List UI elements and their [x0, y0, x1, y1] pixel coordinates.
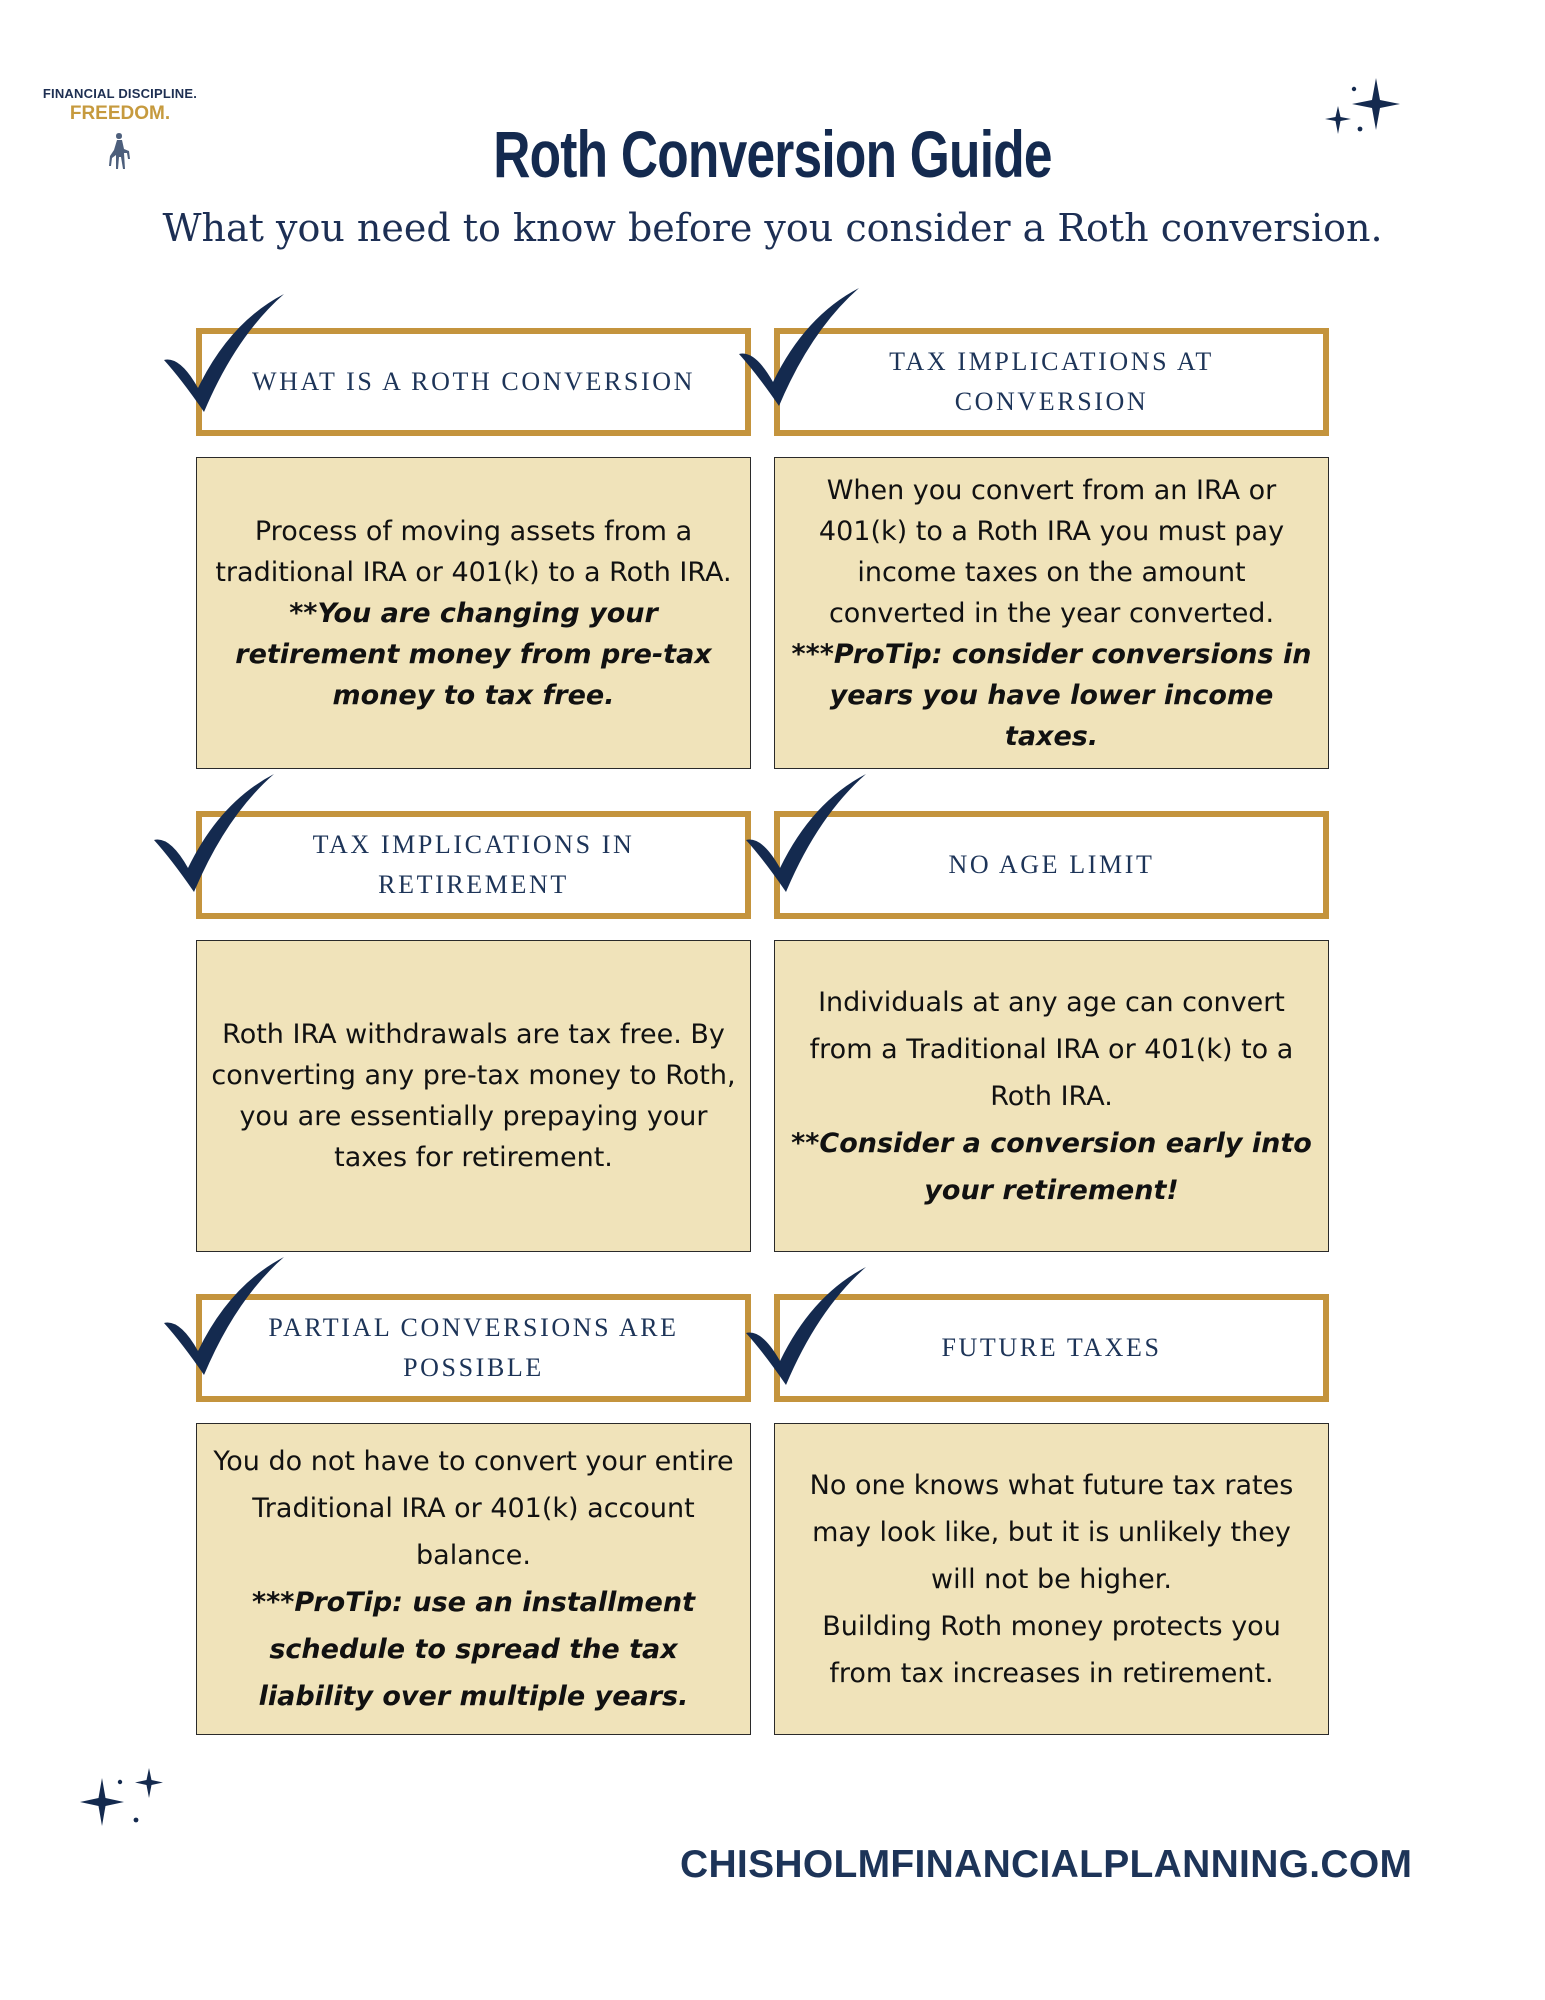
website-url: CHISHOLMFINANCIALPLANNING.COM — [680, 1843, 1413, 1886]
checkmark-icon — [735, 286, 865, 411]
card-body-text: Roth IRA withdrawals are tax free. By converting any pre-tax money to Roth, you are essentially prepaying your taxes for retirement. — [211, 1019, 736, 1173]
horse-rider-icon — [105, 131, 135, 175]
card-body-no-age-limit — [774, 940, 1329, 1252]
card-heading-text: FUTURE TAXES — [941, 1333, 1162, 1362]
checkmark-icon — [160, 1255, 290, 1380]
card-body-tax-in-retirement — [196, 940, 751, 1252]
card-tip-text: **Consider a conversion early into your retirement! — [791, 1127, 1312, 1206]
page-subtitle: What you need to know before you consider a Roth conversion. — [162, 206, 1383, 250]
card-heading-text: TAX IMPLICATIONS AT CONVERSION — [889, 347, 1214, 416]
card-heading-text: NO AGE LIMIT — [948, 850, 1155, 879]
card-tip-text: ***ProTip: consider conversions in years you have lower income taxes. — [791, 638, 1312, 752]
sparkle-icon-bottom-left — [78, 1762, 168, 1832]
card-body-future-taxes — [774, 1423, 1329, 1735]
card-body-text: No one knows what future tax rates may look like, but it is unlikely they will not be higher. — [809, 1469, 1294, 1595]
page-title: Roth Conversion Guide — [493, 117, 1052, 191]
card-body-text: When you convert from an IRA or 401(k) to a Roth IRA you must pay income taxes on the amount converted in the year converted. — [818, 474, 1285, 629]
card-body-tax-at-conversion — [774, 457, 1329, 769]
card-body-text-2: Building Roth money protects you from tax increases in retirement. — [822, 1610, 1281, 1689]
card-body-partial-conversions — [196, 1423, 751, 1735]
card-heading-text: TAX IMPLICATIONS IN RETIREMENT — [312, 830, 635, 899]
card-tip-text: **You are changing your retirement money from pre-tax money to tax free. — [235, 597, 712, 711]
checkmark-icon — [150, 772, 280, 897]
card-tip-text: ***ProTip: use an installment schedule to spread the tax liability over multiple years. — [252, 1587, 695, 1712]
logo-tagline-bottom: FREEDOM. — [69, 103, 171, 124]
card-body-text: Process of moving assets from a traditional IRA or 401(k) to a Roth IRA. — [215, 515, 732, 588]
checkmark-icon — [742, 1265, 872, 1390]
card-heading-text: WHAT IS A ROTH CONVERSION — [252, 367, 695, 396]
card-body-what-is-roth — [196, 457, 751, 769]
checkmark-icon — [742, 772, 872, 897]
card-heading-text: PARTIAL CONVERSIONS ARE POSSIBLE — [268, 1313, 679, 1382]
card-body-text: You do not have to convert your entire Traditional IRA or 401(k) account balance. — [213, 1446, 734, 1571]
card-body-text: Individuals at any age can convert from a Traditional IRA or 401(k) to a Roth IRA. — [809, 986, 1294, 1112]
logo-tagline-top: FINANCIAL DISCIPLINE. — [42, 86, 198, 101]
checkmark-icon — [160, 292, 290, 417]
